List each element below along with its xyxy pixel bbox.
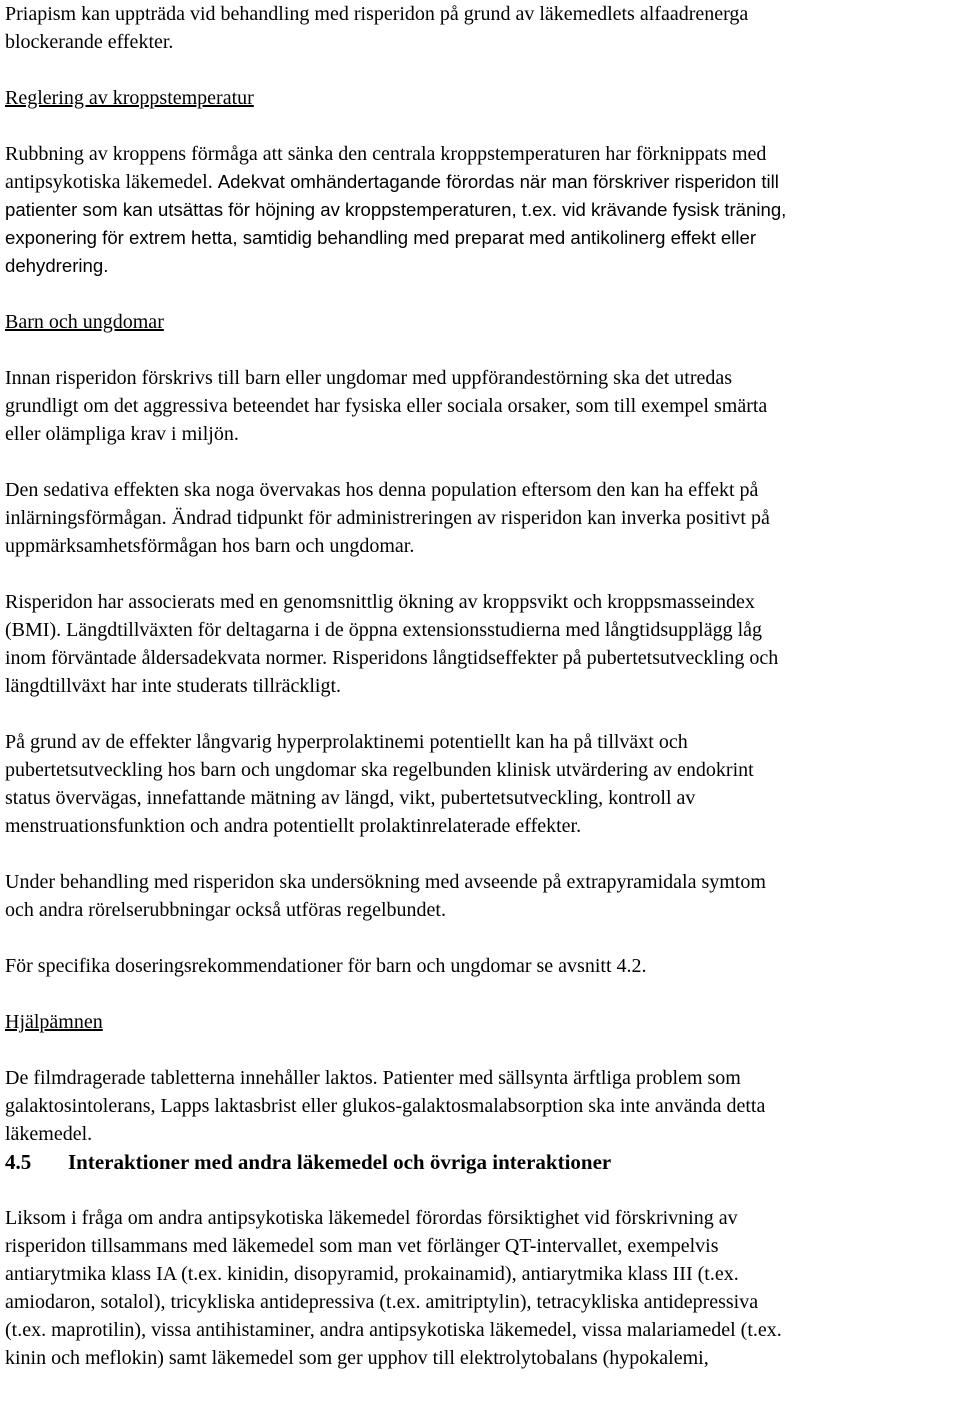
paragraph-priapism: Priapism kan uppträda vid behandling med risperidon på grund av läkemedlets alfaadrenerga blockerande effekter. <box>5 3 749 53</box>
paragraph-children-3: Risperidon har associerats med en genomsnittlig ökning av kroppsvikt och kroppsmasseindex (BMI). Längdtillväxten för deltagarna i de öppna extensionsstudierna med långtidsupplägg låg inom förväntade åldersadekvata normer. Risperidons långtidseffekter på pubertetsutveckling och längdtillväxt har inte studerats tillräckligt. <box>5 591 779 697</box>
subheading-excipients: Hjälpämnen <box>5 1011 103 1033</box>
paragraph-children-5: Under behandling med risperidon ska undersökning med avseende på extrapyramidala symtom och andra rörelserubbningar också utföras regelbundet. <box>5 871 766 921</box>
subheading-children-adolescents: Barn och ungdomar <box>5 311 164 333</box>
paragraph-interactions: Liksom i fråga om andra antipsykotiska läkemedel förordas försiktighet vid förskrivning av risperidon tillsammans med läkemedel som man vet förlänger QT-intervallet, exempelvis antiarytmika klass IA (t.ex. kinidin, disopyramid, prokainamid), antiarytmika klass III (t.ex. amiodaron, sotalol), tricykliska antidepressiva (t.ex. amitriptylin), tetracykliska antidepressiva (t.ex. maprotilin), vissa antihistaminer, andra antipsykotiska läkemedel, vissa malariamedel (t.ex. kinin och meflokin) samt läkemedel som ger upphov till elektrolytobalans (hypokalemi, <box>5 1207 782 1369</box>
paragraph-body-temperature-part-2: Adekvat omhändertagande förordas när man förskriver risperidon till patienter som kan utsättas för höjning av kroppstemperaturen, t.ex. vid krävande fysisk träning, exponering för extrem hetta, samtidig behandling med preparat med antikolinerg effekt eller dehydrering. <box>5 171 787 276</box>
paragraph-excipients: De filmdragerade tabletterna innehåller laktos. Patienter med sällsynta ärftliga problem som galaktosintolerans, Lapps laktasbrist eller glukos-galaktosmalabsorption ska inte använda detta läkemedel. <box>5 1067 766 1145</box>
paragraph-body-temperature <box>5 140 955 280</box>
section-title: Interaktioner med andra läkemedel och övriga interaktioner <box>68 1150 612 1174</box>
subheading-body-temperature: Reglering av kroppstemperatur <box>5 87 254 109</box>
document-page <box>5 0 955 1372</box>
section-heading-4-5 <box>5 1148 955 1176</box>
paragraph-children-6: För specifika doseringsrekommendationer för barn och ungdomar se avsnitt 4.2. <box>5 955 647 977</box>
paragraph-children-4: På grund av de effekter långvarig hyperprolaktinemi potentiellt kan ha på tillväxt och pubertetsutveckling hos barn och ungdomar ska regelbunden klinisk utvärdering av endokrint status övervägas, innefattande mätning av längd, vikt, pubertetsutveckling, kontroll av menstruationsfunktion och andra potentiellt prolaktinrelaterade effekter. <box>5 731 754 837</box>
section-number: 4.5 <box>5 1150 32 1174</box>
paragraph-body-temperature-part-1: Rubbning av kroppens förmåga att sänka den centrala kroppstemperaturen har förknippats med antipsykotiska läkemedel. <box>5 143 767 193</box>
paragraph-children-2: Den sedativa effekten ska noga övervakas hos denna population eftersom den kan ha effekt på inlärningsförmågan. Ändrad tidpunkt för administreringen av risperidon kan inverka positivt på uppmärksamhetsförmågan hos barn och ungdomar. <box>5 479 770 557</box>
paragraph-children-1: Innan risperidon förskrivs till barn eller ungdomar med uppförandestörning ska det utredas grundligt om det aggressiva beteendet har fysiska eller sociala orsaker, som till exempel smärta eller olämpliga krav i miljön. <box>5 367 768 445</box>
